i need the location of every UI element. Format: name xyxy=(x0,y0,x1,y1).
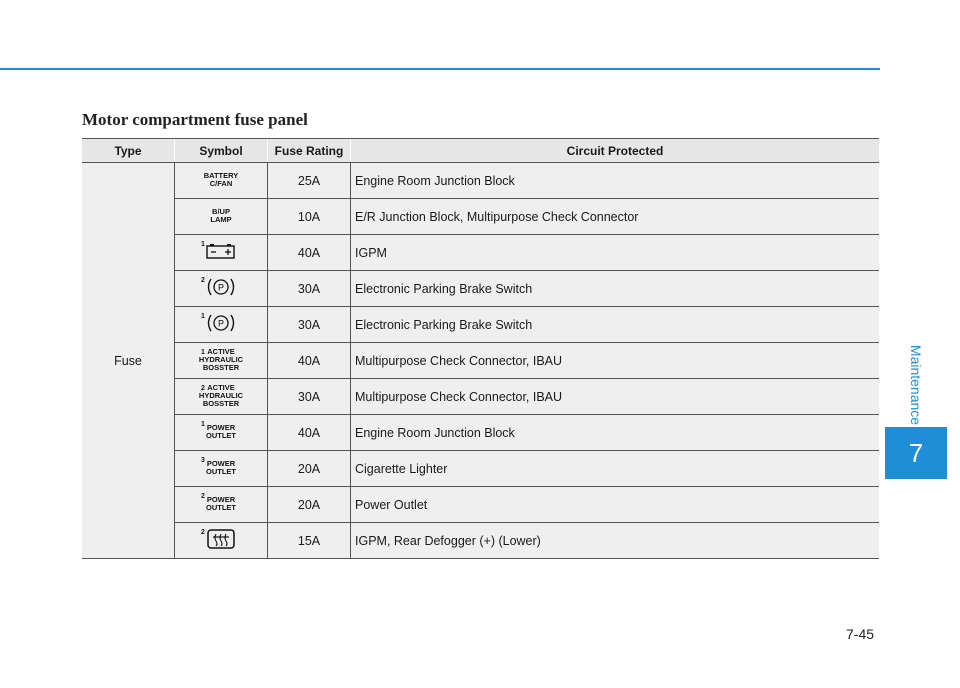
symbol-cell xyxy=(175,235,268,271)
symbol-cell xyxy=(175,523,268,559)
symbol-cell xyxy=(175,307,268,343)
table-row xyxy=(82,163,879,199)
svg-text:P: P xyxy=(217,318,225,329)
parking-brake-icon xyxy=(205,318,237,336)
circuit-protected-cell: Engine Room Junction Block xyxy=(351,163,880,199)
symbol-cell xyxy=(175,271,268,307)
fuse-rating-cell: 30A xyxy=(268,379,351,415)
circuit-protected-cell: Multipurpose Check Connector, IBAU xyxy=(351,379,880,415)
symbol-label-line: BOSSTER xyxy=(202,399,240,408)
symbol-label-line: BOSSTER xyxy=(202,363,240,372)
table-row xyxy=(82,415,879,451)
fuse-rating-cell: 10A xyxy=(268,199,351,235)
symbol-cell xyxy=(175,199,268,235)
symbol-label-line: HYDRAULIC xyxy=(198,355,244,364)
symbol-label-line: OUTLET xyxy=(206,503,236,512)
fuse-rating-cell: 15A xyxy=(268,523,351,559)
symbol-label-line: POWER xyxy=(206,459,236,468)
parking-brake-icon xyxy=(205,282,237,300)
symbol-label-line: BATTERY xyxy=(203,171,239,180)
symbol-label xyxy=(199,384,243,408)
circuit-protected-cell: IGPM xyxy=(351,235,880,271)
table-row xyxy=(82,271,879,307)
top-rule xyxy=(0,68,880,70)
circuit-protected-cell: Electronic Parking Brake Switch xyxy=(351,307,880,343)
fuse-table xyxy=(82,138,879,559)
symbol-label-line: LAMP xyxy=(210,215,232,224)
symbol-index: 1 xyxy=(201,313,205,320)
section-title: Motor compartment fuse panel xyxy=(82,110,308,129)
symbol-label xyxy=(199,348,243,372)
header-symbol: Symbol xyxy=(175,139,268,163)
table-row xyxy=(82,307,879,343)
fuse-rating-cell: 20A xyxy=(268,487,351,523)
symbol-label-line: ACTIVE xyxy=(207,383,235,392)
symbol-index: 2 xyxy=(201,385,205,392)
header-circuit-protected: Circuit Protected xyxy=(351,139,880,163)
symbol-cell xyxy=(175,343,268,379)
side-tab-label xyxy=(886,340,946,430)
symbol-label xyxy=(204,172,239,188)
symbol-index: 1 xyxy=(201,349,205,356)
symbol-label-line: OUTLET xyxy=(206,431,236,440)
svg-text:P: P xyxy=(217,282,225,293)
fuse-rating-cell: 30A xyxy=(268,307,351,343)
fuse-rating-cell: 20A xyxy=(268,451,351,487)
circuit-protected-cell: Multipurpose Check Connector, IBAU xyxy=(351,343,880,379)
symbol-label-line: POWER xyxy=(206,495,236,504)
page-number: 7-45 xyxy=(846,626,875,642)
header-type: Type xyxy=(82,139,175,163)
table-row xyxy=(82,379,879,415)
type-cell: Fuse xyxy=(82,163,175,559)
symbol-index: 1 xyxy=(201,421,205,428)
table-row xyxy=(82,343,879,379)
symbol-label-line: HYDRAULIC xyxy=(198,391,244,400)
circuit-protected-cell: Engine Room Junction Block xyxy=(351,415,880,451)
symbol-index: 2 xyxy=(201,277,205,284)
maintenance-label: Maintenance xyxy=(908,344,924,426)
circuit-protected-cell: IGPM, Rear Defogger (+) (Lower) xyxy=(351,523,880,559)
symbol-cell xyxy=(175,451,268,487)
symbol-cell xyxy=(175,379,268,415)
table-row xyxy=(82,199,879,235)
symbol-cell xyxy=(175,163,268,199)
fuse-rating-cell: 25A xyxy=(268,163,351,199)
symbol-index: 2 xyxy=(201,529,205,536)
chapter-number-box xyxy=(885,427,947,479)
circuit-protected-cell: Power Outlet xyxy=(351,487,880,523)
table-row xyxy=(82,523,879,559)
circuit-protected-cell: Electronic Parking Brake Switch xyxy=(351,271,880,307)
symbol-label-line: OUTLET xyxy=(206,467,236,476)
fuse-rating-cell: 40A xyxy=(268,235,351,271)
rear-defogger-icon xyxy=(207,538,235,552)
table-row xyxy=(82,451,879,487)
chapter-number: 7 xyxy=(908,437,924,468)
header-fuse-rating: Fuse Rating xyxy=(268,139,351,163)
symbol-label xyxy=(206,424,236,440)
fuse-rating-cell: 30A xyxy=(268,271,351,307)
table-header-row xyxy=(82,139,879,163)
circuit-protected-cell: E/R Junction Block, Multipurpose Check Connector xyxy=(351,199,880,235)
fuse-rating-cell: 40A xyxy=(268,415,351,451)
battery-icon xyxy=(206,248,236,262)
symbol-index: 3 xyxy=(201,457,205,464)
table-row xyxy=(82,235,879,271)
symbol-cell xyxy=(175,415,268,451)
circuit-protected-cell: Cigarette Lighter xyxy=(351,451,880,487)
symbol-label-line: B/UP xyxy=(212,207,230,216)
symbol-index: 1 xyxy=(201,241,205,248)
symbol-label xyxy=(206,460,236,476)
symbol-label xyxy=(210,208,231,224)
symbol-cell xyxy=(175,487,268,523)
symbol-index: 2 xyxy=(201,493,205,500)
symbol-label-line: ACTIVE xyxy=(207,347,235,356)
symbol-label-line: C/FAN xyxy=(209,179,233,188)
table-row xyxy=(82,487,879,523)
symbol-label-line: POWER xyxy=(206,423,236,432)
fuse-rating-cell: 40A xyxy=(268,343,351,379)
symbol-label xyxy=(206,496,236,512)
